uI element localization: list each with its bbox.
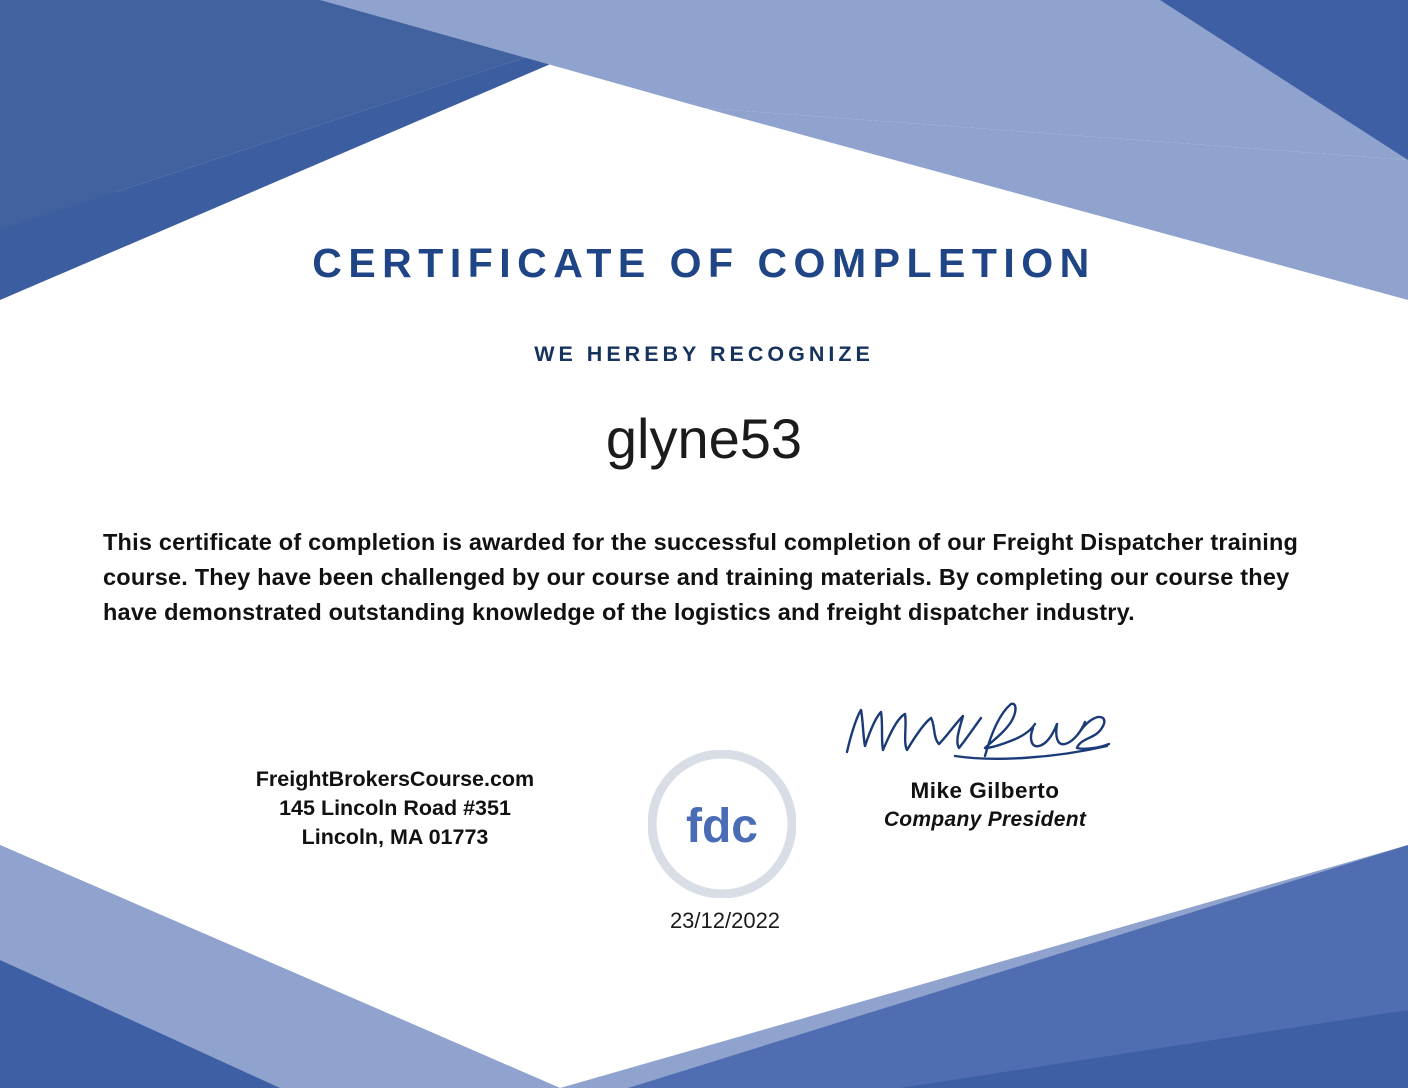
fdc-logo-icon xyxy=(648,750,796,898)
recognition-subtitle: WE HEREBY RECOGNIZE xyxy=(534,342,874,366)
recipient-name: glyne53 xyxy=(605,407,803,470)
signature-block xyxy=(820,690,1150,832)
signer-title: Company President xyxy=(883,808,1087,831)
signer-name: Mike Gilberto xyxy=(910,778,1060,803)
page-title: CERTIFICATE OF COMPLETION xyxy=(312,240,1096,286)
fdc-logo xyxy=(648,750,796,898)
organization-street: 145 Lincoln Road #351 xyxy=(279,796,511,820)
handwritten-signature-icon xyxy=(835,690,1135,770)
certificate-body-text: This certificate of completion is awarded for the successful completion of our Freight Dispatcher training course. They have been challenged by our course and training materials. By completing our course they have demonstrated outstanding knowledge of the logistics and freight dispatcher industry. xyxy=(103,529,1299,625)
organization-city-state-zip: Lincoln, MA 01773 xyxy=(301,825,489,849)
organization-address xyxy=(130,765,660,852)
organization-website: FreightBrokersCourse.com xyxy=(255,767,535,791)
issue-date: 23/12/2022 xyxy=(669,908,781,933)
fdc-logo-text: fdc xyxy=(686,800,758,853)
